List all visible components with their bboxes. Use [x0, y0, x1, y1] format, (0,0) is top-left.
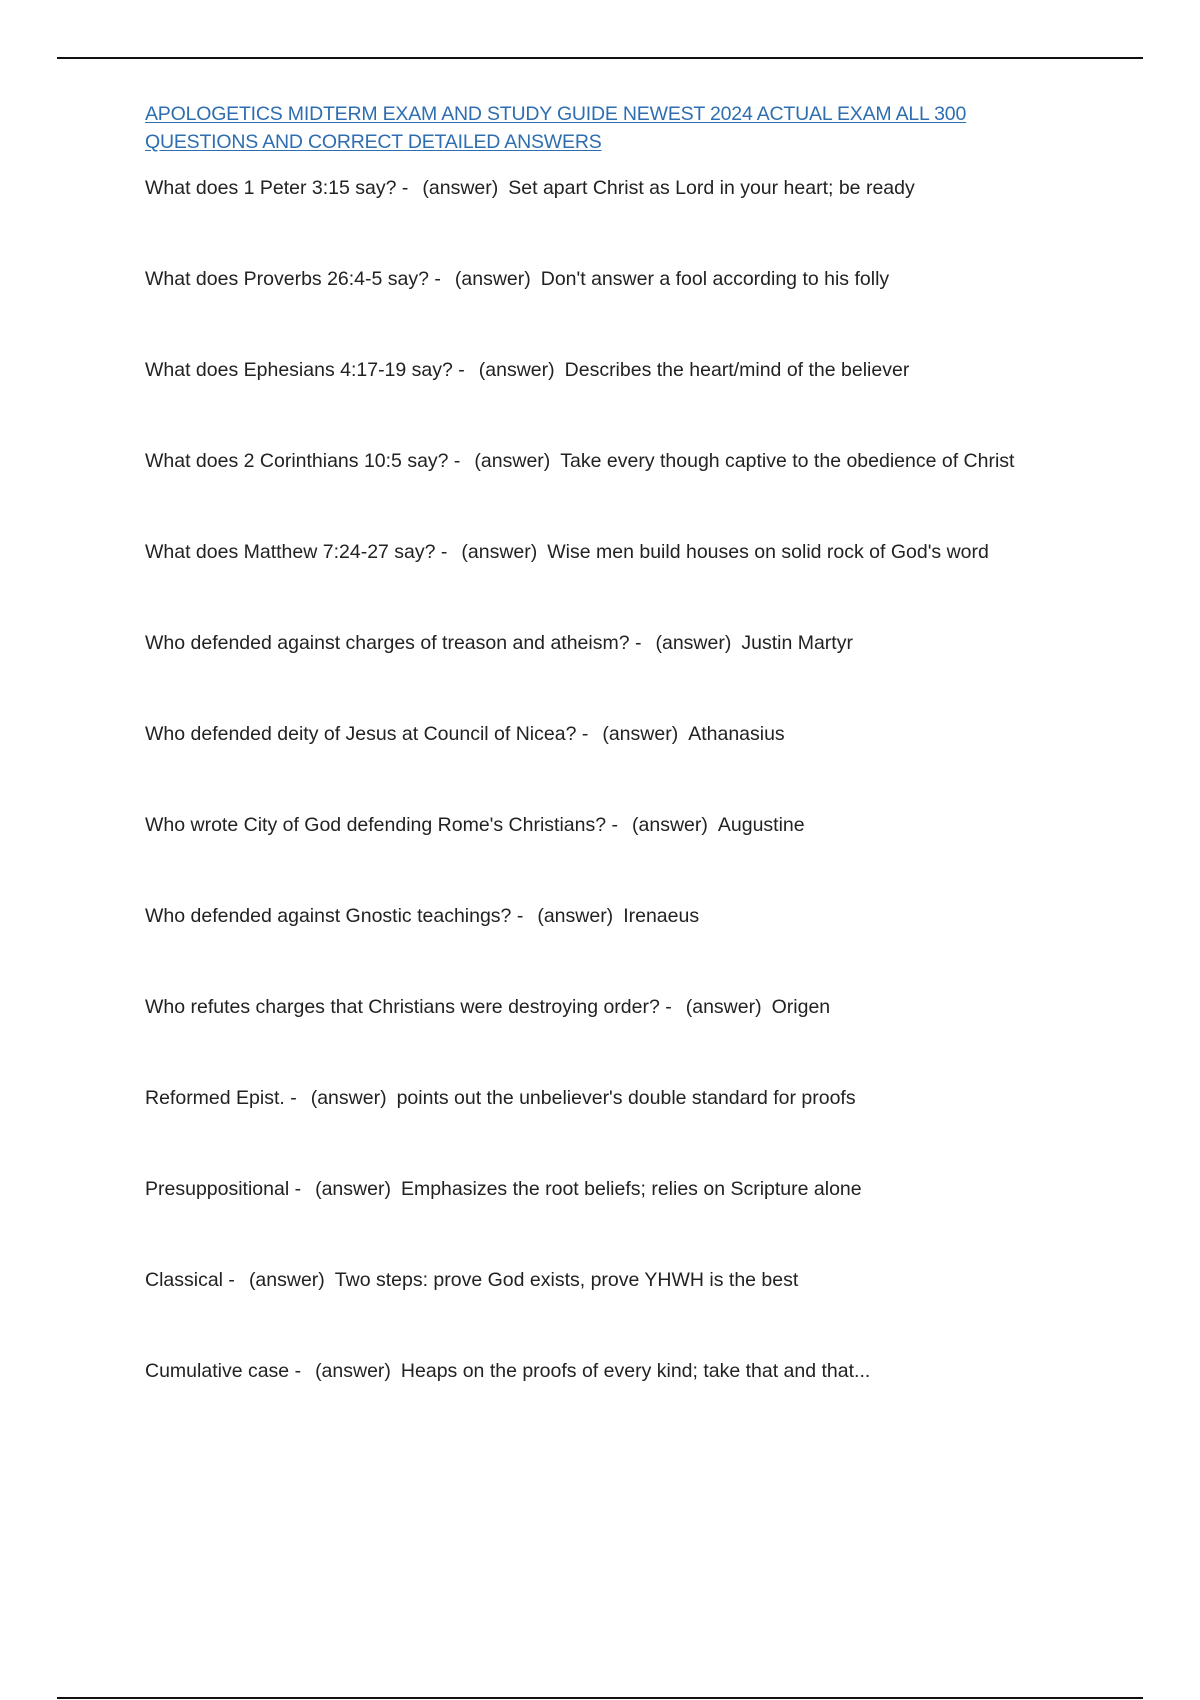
question-text: What does Matthew 7:24-27 say? - — [145, 541, 448, 563]
answer-tag: (answer) — [461, 541, 538, 563]
document-body — [145, 100, 1065, 1448]
qa-item — [145, 993, 1065, 1084]
question-text: Classical - — [145, 1269, 235, 1291]
qa-item — [145, 356, 1065, 447]
answer-text: Set apart Christ as Lord in your heart; be ready — [508, 177, 915, 199]
question-text: Who refutes charges that Christians were destroying order? - — [145, 996, 672, 1018]
qa-item — [145, 1175, 1065, 1266]
answer-tag: (answer) — [602, 723, 679, 745]
answer-tag: (answer) — [310, 1087, 387, 1109]
document-title-link[interactable]: APOLOGETICS MIDTERM EXAM AND STUDY GUIDE NEWEST 2024 ACTUAL EXAM ALL 300 QUESTIONS AND CORRECT DETAILED ANSWERS — [145, 103, 967, 153]
answer-tag: (answer) — [315, 1178, 391, 1200]
answer-text: Augustine — [717, 814, 805, 836]
qa-list — [145, 174, 1065, 1448]
answer-text: Describes the heart/mind of the believer — [564, 359, 910, 381]
answer-text: Emphasizes the root beliefs; relies on Scripture alone — [400, 1178, 862, 1200]
answer-tag: (answer) — [537, 905, 614, 927]
answer-text: Heaps on the proofs of every kind; take that and that... — [400, 1360, 871, 1382]
question-text: What does Proverbs 26:4-5 say? - — [145, 268, 441, 290]
qa-item — [145, 811, 1065, 902]
qa-item — [145, 1084, 1065, 1175]
qa-item — [145, 447, 1065, 538]
question-text: What does Ephesians 4:17-19 say? - — [145, 359, 465, 381]
answer-text: Justin Martyr — [741, 632, 853, 654]
answer-text: Don't answer a fool according to his folly — [540, 268, 890, 290]
question-text: Presuppositional - — [145, 1178, 302, 1200]
answer-text: Athanasius — [688, 723, 785, 745]
answer-tag: (answer) — [422, 177, 499, 199]
qa-item — [145, 174, 1065, 265]
qa-item — [145, 902, 1065, 993]
qa-item — [145, 720, 1065, 811]
qa-item — [145, 1266, 1065, 1357]
answer-tag: (answer) — [315, 1360, 391, 1382]
question-text: Who defended against charges of treason and atheism? - — [145, 632, 642, 654]
answer-tag: (answer) — [248, 1269, 325, 1291]
answer-tag: (answer) — [454, 268, 531, 290]
question-text: Reformed Epist. - — [145, 1087, 297, 1109]
answer-text: Origen — [771, 996, 831, 1018]
answer-text: Wise men build houses on solid rock of God's word — [547, 541, 989, 563]
bottom-rule — [57, 1697, 1143, 1699]
qa-item — [145, 265, 1065, 356]
qa-item — [145, 629, 1065, 720]
answer-tag: (answer) — [685, 996, 762, 1018]
answer-tag: (answer) — [632, 814, 708, 836]
question-text: Who wrote City of God defending Rome's Christians? - — [145, 814, 619, 836]
question-text: What does 1 Peter 3:15 say? - — [145, 177, 409, 199]
qa-item — [145, 1357, 1065, 1448]
answer-tag: (answer) — [655, 632, 732, 654]
question-text: What does 2 Corinthians 10:5 say? - — [145, 450, 461, 472]
answer-text: Take every though captive to the obedience of Christ — [560, 450, 1015, 472]
question-text: Who defended against Gnostic teachings? - — [145, 905, 524, 927]
answer-tag: (answer) — [478, 359, 555, 381]
answer-text: points out the unbeliever's double standard for proofs — [396, 1087, 856, 1109]
answer-tag: (answer) — [474, 450, 551, 472]
answer-text: Two steps: prove God exists, prove YHWH is the best — [334, 1269, 799, 1291]
top-rule — [57, 57, 1143, 59]
answer-text: Irenaeus — [623, 905, 700, 927]
question-text: Cumulative case - — [145, 1360, 302, 1382]
question-text: Who defended deity of Jesus at Council of Nicea? - — [145, 723, 589, 745]
qa-item — [145, 538, 1065, 629]
